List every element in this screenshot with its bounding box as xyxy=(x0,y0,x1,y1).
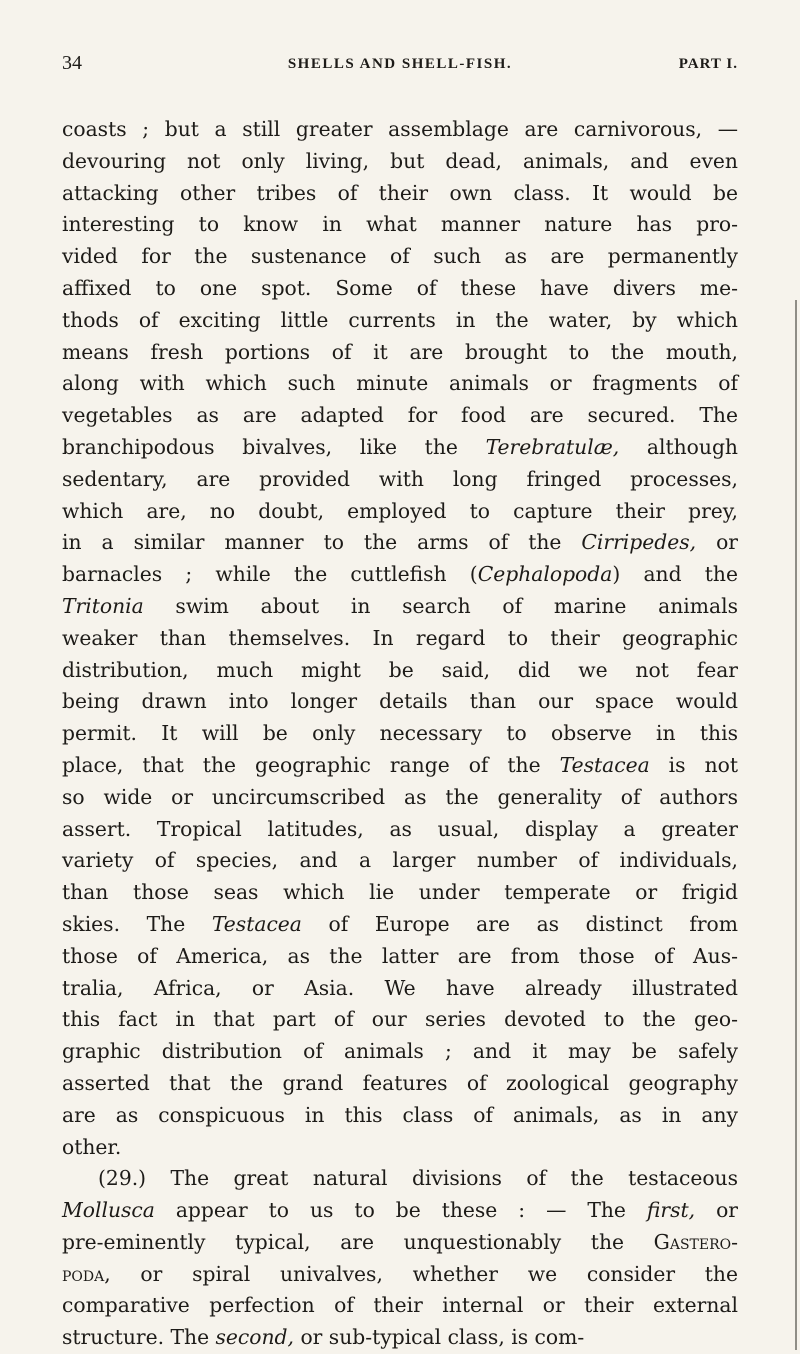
text-run: so wide or uncircumscribed as the generality of authors xyxy=(62,784,738,809)
part-label: PART I. xyxy=(678,56,738,72)
italic-term: Cirripedes, xyxy=(581,530,697,555)
text-run: variety of species, and a larger number of individuals, xyxy=(62,848,738,873)
text-run: swim about in search of marine animals xyxy=(143,593,738,618)
italic-term: Testacea xyxy=(211,911,302,936)
italic-term: Mollusca xyxy=(62,1198,155,1223)
text-run: barnacles ; while the cuttlefish ( xyxy=(62,562,478,587)
running-head: SHELLS AND SHELL-FISH. xyxy=(287,56,513,72)
text-run: coasts ; but a still greater assemblage are carnivorous, — xyxy=(62,117,738,141)
text-run: than those seas which lie under temperate or frigid xyxy=(62,880,738,905)
italic-term: Terebratulæ, xyxy=(485,434,620,459)
text-line xyxy=(62,146,738,178)
text-run: interesting to know in what manner nature has pro- xyxy=(62,212,738,237)
text-line xyxy=(62,655,738,687)
text-line xyxy=(62,464,738,496)
text-run: , or spiral univalves, whether we consider the xyxy=(104,1261,738,1286)
text-line xyxy=(62,559,738,591)
page-number: 34 xyxy=(62,52,82,74)
text-run: which are, no doubt, employed to capture their prey, xyxy=(62,498,738,523)
text-run: being drawn into longer details than our space would xyxy=(62,689,738,714)
text-run: ) and the xyxy=(612,562,738,587)
text-line xyxy=(62,209,738,241)
italic-term: second, xyxy=(215,1325,294,1350)
text-run: sedentary, are provided with long fringed processes, xyxy=(62,466,738,491)
text-line xyxy=(62,1259,738,1291)
text-run: appear to us to be these : — The xyxy=(154,1198,647,1223)
text-run: affixed to one spot. Some of these have divers me- xyxy=(62,275,738,300)
text-run: comparative perfection of their internal or their external xyxy=(62,1293,738,1318)
text-line xyxy=(62,909,738,941)
text-line xyxy=(62,114,738,146)
text-run: vided for the sustenance of such as are permanently xyxy=(62,244,738,269)
text-line xyxy=(62,1290,738,1322)
text-line xyxy=(62,527,738,559)
text-line xyxy=(62,1036,738,1068)
text-run: are as conspicuous in this class of animals, as in any xyxy=(62,1102,738,1127)
text-line xyxy=(62,1163,738,1195)
text-line xyxy=(62,973,738,1005)
italic-term: first, xyxy=(646,1198,696,1223)
text-run: means fresh portions of it are brought to the mouth, xyxy=(62,339,738,364)
text-line xyxy=(62,814,738,846)
text-line xyxy=(62,845,738,877)
text-run: thods of exciting little currents in the water, by which xyxy=(62,307,738,332)
italic-term: Testacea xyxy=(559,752,650,777)
text-run: permit. It will be only necessary to observe in this xyxy=(62,721,738,746)
text-line xyxy=(62,400,738,432)
text-run: this fact in that part of our series devoted to the geo- xyxy=(62,1007,738,1032)
text-run: those of America, as the latter are from those of Aus- xyxy=(62,943,738,968)
text-run: branchipodous bivalves, like the xyxy=(62,434,486,459)
paragraph xyxy=(62,114,738,1163)
text-run: attacking other tribes of their own class. It would be xyxy=(62,180,738,205)
text-run: graphic distribution of animals ; and it may be safely xyxy=(62,1039,738,1064)
text-run: or xyxy=(696,530,738,555)
text-line xyxy=(62,496,738,528)
text-run: in a similar manner to the arms of the xyxy=(62,530,582,555)
text-line xyxy=(62,941,738,973)
text-run: pre-eminently typical, are unquestionably the xyxy=(62,1229,654,1254)
text-line xyxy=(62,178,738,210)
text-run: place, that the geographic range of the xyxy=(62,752,560,777)
text-run: asserted that the grand features of zoological geography xyxy=(62,1070,738,1095)
text-run: distribution, much might be said, did we not fear xyxy=(62,657,738,682)
text-line xyxy=(62,305,738,337)
text-run: or xyxy=(695,1198,738,1223)
text-line xyxy=(62,623,738,655)
text-line xyxy=(62,1068,738,1100)
text-run: although xyxy=(619,434,738,459)
small-caps-term: Gastero- xyxy=(653,1229,738,1254)
text-line xyxy=(62,337,738,369)
page-edge-rule xyxy=(795,300,797,1350)
text-line xyxy=(62,1132,738,1164)
text-run: along with which such minute animals or fragments of xyxy=(62,371,738,396)
page-header xyxy=(62,52,738,82)
text-line xyxy=(62,718,738,750)
text-line xyxy=(62,273,738,305)
text-line xyxy=(62,750,738,782)
text-run: weaker than themselves. In regard to their geographic xyxy=(62,625,738,650)
text-run: skies. The xyxy=(62,911,212,936)
text-line xyxy=(62,1100,738,1132)
text-run: or sub-typical class, is com- xyxy=(294,1325,585,1350)
text-line xyxy=(62,368,738,400)
text-line xyxy=(62,1227,738,1259)
text-run: assert. Tropical latitudes, as usual, display a greater xyxy=(62,816,738,841)
paragraph xyxy=(62,1163,738,1354)
text-line xyxy=(62,241,738,273)
text-run: of Europe are as distinct from xyxy=(301,911,739,936)
text-run: other. xyxy=(62,1134,122,1159)
text-line xyxy=(62,1195,738,1227)
text-run: is not xyxy=(649,752,738,777)
italic-term: Cephalopoda xyxy=(477,562,613,587)
text-line xyxy=(62,432,738,464)
text-line xyxy=(62,782,738,814)
text-run: structure. The xyxy=(62,1325,216,1350)
body-text xyxy=(62,114,738,1354)
text-run: devouring not only living, but dead, animals, and even xyxy=(62,148,738,173)
text-line xyxy=(62,877,738,909)
text-run: tralia, Africa, or Asia. We have already illustrated xyxy=(62,975,738,1000)
text-line xyxy=(62,591,738,623)
small-caps-term: poda xyxy=(62,1261,105,1286)
italic-term: Tritonia xyxy=(62,593,144,618)
text-line xyxy=(62,1322,738,1354)
text-run: (29.) The great natural divisions of the testaceous xyxy=(98,1166,738,1191)
text-run: vegetables as are adapted for food are secured. The xyxy=(62,403,738,428)
text-line xyxy=(62,686,738,718)
text-line xyxy=(62,1004,738,1036)
